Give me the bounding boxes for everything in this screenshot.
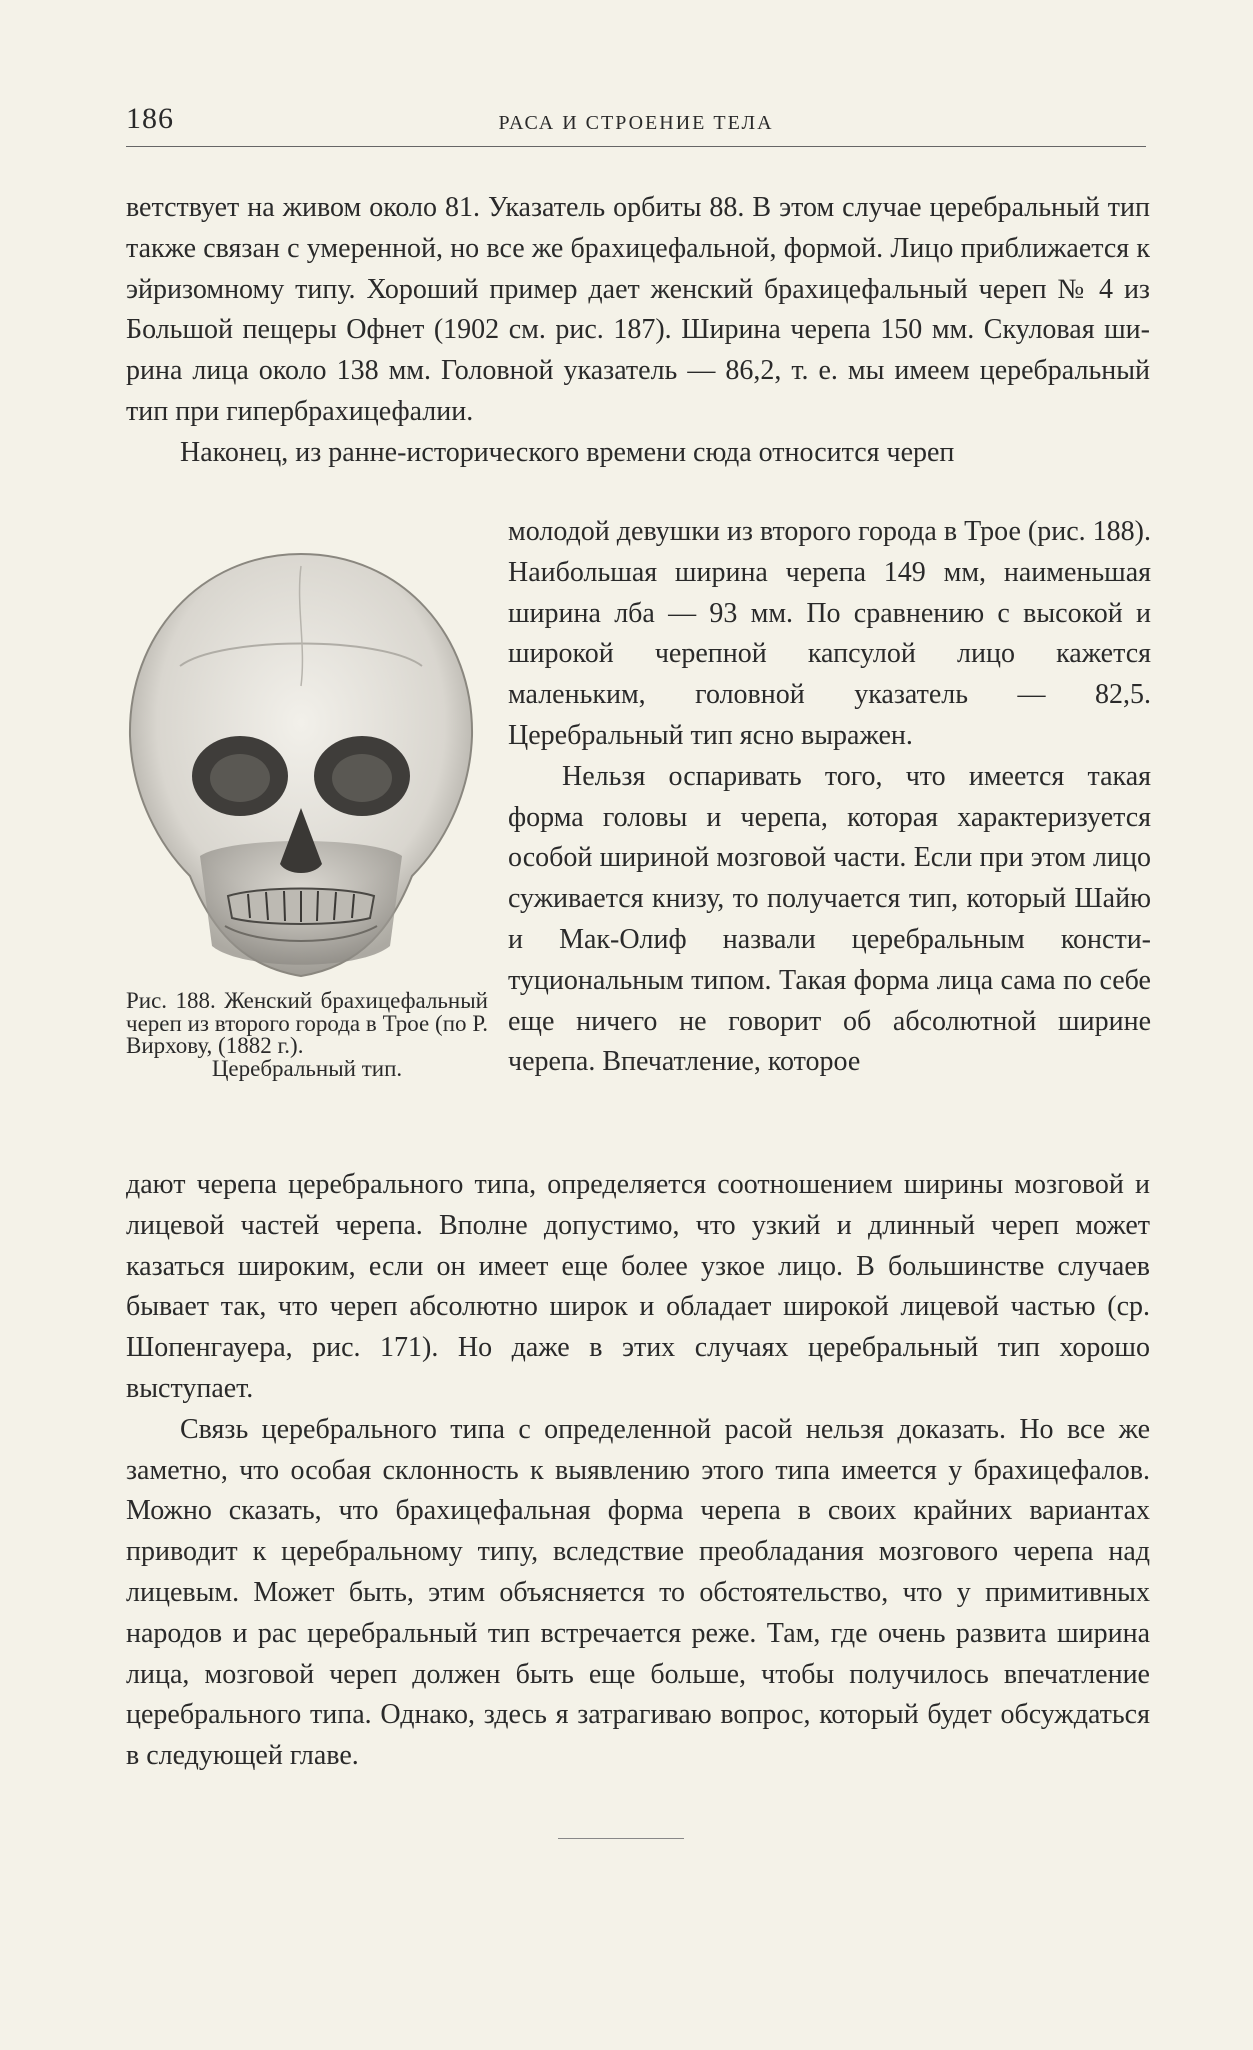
paragraph-1: ветствует на живом около 81. Указатель орбиты 88. В этом случае церебральный тип также связан с умеренной, но все же брахицефальной, формой. Лицо приближается к эйризомному типу. Хороший пример дает женский брахицефальный череп № 4 из Большой пещеры Офнет (1902 см. рис. 187). Ширина черепа 150 мм. Скуловая ширина лица около 138 мм. Головной указатель — 86,2, т. е. мы имеем церебральный тип при гипербрахицефалии. [126, 192, 1150, 427]
paragraph-2-first-line: Наконец, из ранне-исторического времени сюда относится череп [180, 436, 955, 468]
main-text [126, 1165, 1150, 1777]
skull-illustration [120, 546, 482, 986]
paragraph-2-rest: молодой девушки из второго города в Трое (рис. 188). Наибольшая ширина черепа 149 мм, наименьшая ширина лба — 93 мм. По сравнению с высокой и широкой черепной капсулой лицо кажется маленьким, головной указатель — 82,5. Церебральный тип ясно выражен. [508, 516, 1151, 751]
paragraph-3-start: Нельзя оспаривать того, что имеется такая форма головы и черепа, которая характеризуется особой шириной мозговой части. Если при этом лицо суживается книзу, то получается тип, который Шайю и Мак-Олиф назвали церебральным конституциональным типом. Такая форма лица сама по себе еще ничего не говорит об абсолютной ширине черепа. Впечатление, которое [508, 760, 1151, 1078]
page-number: 186 [126, 102, 174, 135]
side-text [508, 512, 1151, 1083]
running-title: РАСА И СТРОЕНИЕ ТЕЛА [498, 112, 774, 134]
end-rule [558, 1838, 684, 1839]
intro-text [126, 188, 1150, 474]
caption-last-line: Церебральный тип. [211, 1055, 403, 1081]
header-rule [126, 146, 1146, 147]
page-header [126, 102, 1146, 146]
paragraph-4: Связь церебрального типа с определенной расой нельзя доказать. Но все же заметно, что особая склонность к выявлению этого типа имеется у брахицефалов. Можно сказать, что брахицефальная форма черепа в своих крайних вариантах приводит к церебральному типу, вследствие преобладания мозгового черепа над лицевым. Может быть, этим объясняется то обстоятельство, что у примитивных народов и рас церебральный тип встречается реже. Там, где очень развита ширина лица, мозговой череп должен быть еще больше, чтобы получилось впечатление церебрального типа. Однако, здесь я затрагиваю вопрос, который будет обсуждаться в следующей главе. [126, 1413, 1150, 1772]
paragraph-3-rest: дают черепа церебрального типа, определяется соотношением ширины мозговой и лицевой частей черепа. Вполне допустимо, что узкий и длинный череп может казаться широким, если он имеет еще более узкое лицо. В большинстве случаев бывает так, что череп абсолютно широк и обладает широкой лицевой частью (ср. Шопенгауера, рис. 171). Но даже в этих случаях церебральный тип хорошо выступает. [126, 1169, 1150, 1404]
skull-figure [120, 546, 482, 986]
caption-main: Рис. 188. Женский брахицефальный череп из второго города в Трое (по Р. Вирхову, (1882 г.). [126, 988, 488, 1058]
figure-caption [126, 990, 488, 1080]
